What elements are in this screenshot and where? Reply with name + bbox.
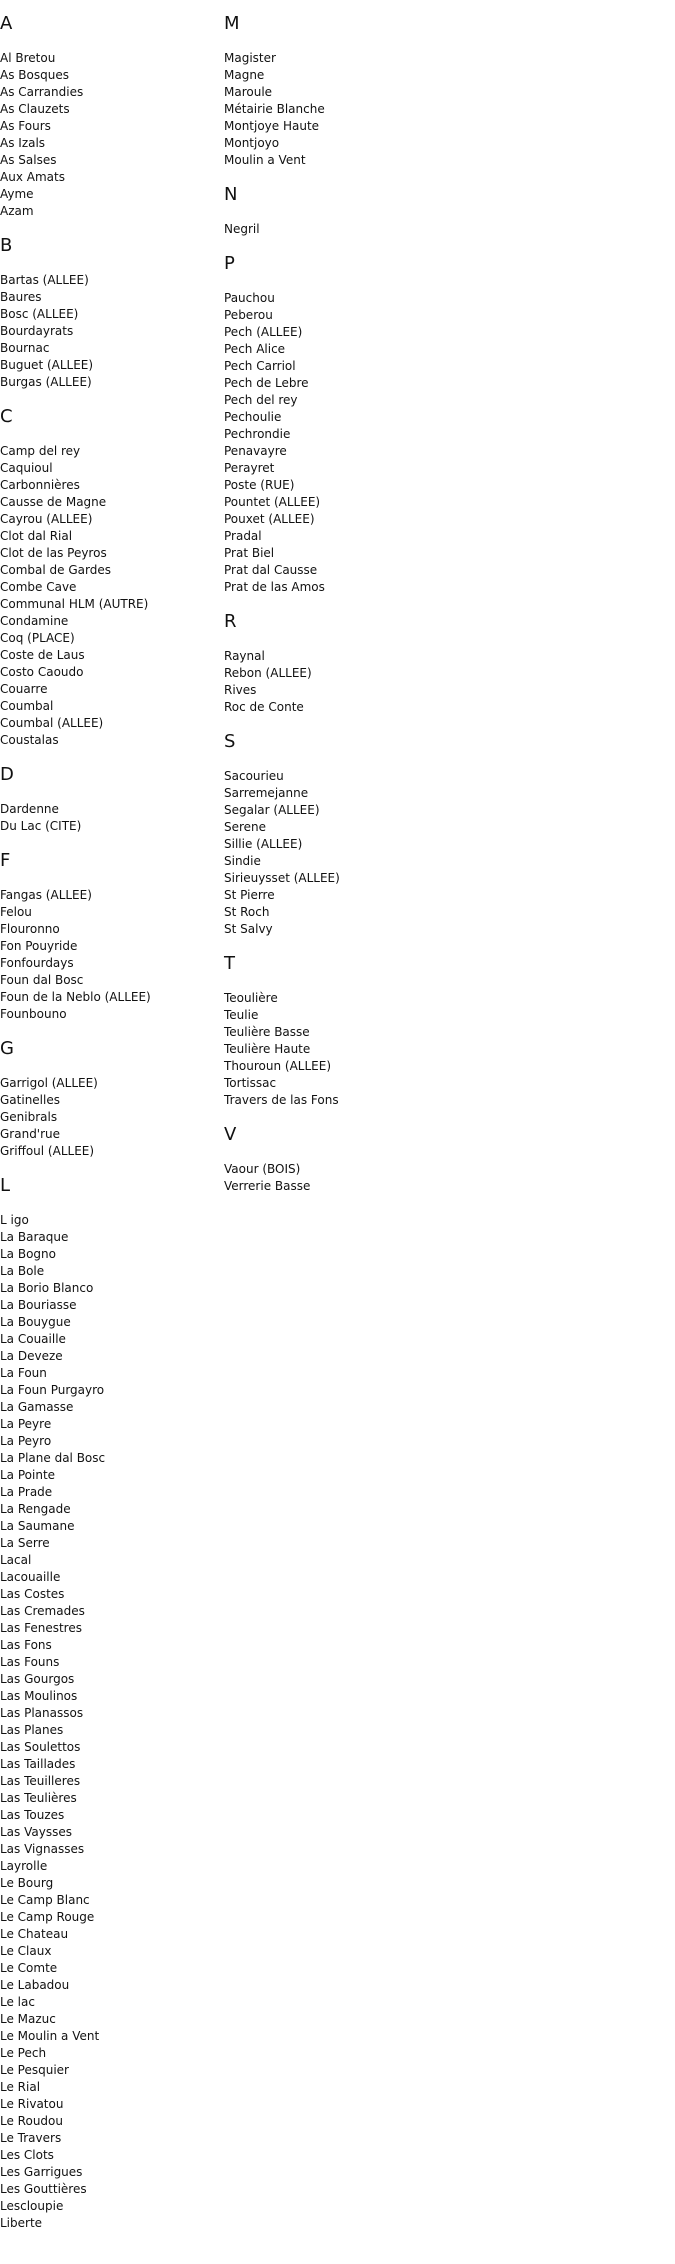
section-letter-heading: N [224,184,238,205]
street-name-item: Serene [224,820,267,834]
street-name-item: La Prade [0,1485,53,1499]
street-name-item: La Bouriasse [0,1298,77,1312]
section-letter-heading: T [224,953,235,974]
street-name-item: Lacouaille [0,1570,61,1584]
section-letter-heading: R [224,611,237,632]
street-name-item: Grand'rue [0,1127,61,1141]
street-name-item: La Bogno [0,1247,56,1261]
street-name-item: Causse de Magne [0,495,107,509]
street-name-item: Azam [0,204,34,218]
street-name-item: As Izals [0,136,46,150]
street-name-item: Carbonnières [0,478,80,492]
street-name-item: Griffoul (ALLEE) [0,1144,95,1158]
street-name-item: Maroule [224,85,273,99]
street-name-item: Bournac [0,341,50,355]
section-letter-heading: G [0,1038,14,1059]
street-name-item: Las Costes [0,1587,65,1601]
street-name-item: Clot dal Rial [0,529,73,543]
street-name-item: La Gamasse [0,1400,74,1414]
street-name-item: St Salvy [224,922,273,936]
street-name-item: La Foun [0,1366,47,1380]
street-name-item: Montjoyo [224,136,280,150]
street-name-item: Rives [224,683,257,697]
street-name-item: Peberou [224,308,273,322]
street-name-item: Clot de las Peyros [0,546,107,560]
street-name-item: Le Labadou [0,1978,70,1992]
street-name-item: Las Moulinos [0,1689,78,1703]
street-name-item: Negril [224,222,260,236]
letter-section-t [224,954,464,1109]
street-name-item: Ayme [0,187,34,201]
street-name-item: Flouronno [0,922,60,936]
street-name-item: Les Gouttières [0,2182,87,2196]
street-name-item: Le lac [0,1995,35,2009]
street-name-item: Montjoye Haute [224,119,320,133]
street-name-item: Thouroun (ALLEE) [224,1059,332,1073]
street-name-item: Al Bretou [0,51,56,65]
street-name-item: Coumbal [0,699,54,713]
street-name-item: Le Bourg [0,1876,54,1890]
street-name-item: La Peyre [0,1417,52,1431]
street-name-list [224,990,464,1109]
street-name-item: Foun de la Neblo (ALLEE) [0,990,151,1004]
street-name-item: La Baraque [0,1230,69,1244]
street-name-item: Combal de Gardes [0,563,111,577]
street-name-item: Le Rivatou [0,2097,64,2111]
street-name-item: La Deveze [0,1349,63,1363]
street-name-item: Magister [224,51,276,65]
section-letter-heading: P [224,253,235,274]
section-letter-heading: S [224,731,236,752]
section-letter-heading: B [0,235,13,256]
street-name-item: La Bole [0,1264,45,1278]
street-name-item: La Saumane [0,1519,75,1533]
section-letter-heading: V [224,1124,237,1145]
street-name-item: Prat de las Amos [224,580,325,594]
street-name-list [224,50,464,169]
street-name-item: Teoulière [224,991,278,1005]
street-name-item: Lacal [0,1553,32,1567]
street-name-item: Las Gourgos [0,1672,75,1686]
street-name-item: La Serre [0,1536,50,1550]
street-name-item: As Carrandies [0,85,84,99]
street-name-item: As Salses [0,153,57,167]
street-name-item: Perayret [224,461,275,475]
letter-section-v [224,1125,464,1195]
street-index-left-column [0,14,220,2248]
street-name-item: Pech Alice [224,342,286,356]
street-name-item: Bartas (ALLEE) [0,273,89,287]
street-name-item: Sillie (ALLEE) [224,837,303,851]
street-name-item: Aux Amats [0,170,65,184]
street-name-item: Couarre [0,682,48,696]
street-name-list [224,768,464,938]
letter-section-n [224,185,464,238]
street-name-list [0,50,220,220]
street-name-item: Fangas (ALLEE) [0,888,92,902]
street-name-item: Pouxet (ALLEE) [224,512,315,526]
street-name-item: Poste (RUE) [224,478,295,492]
street-index-right-column [224,14,464,1211]
street-name-item: Coumbal (ALLEE) [0,716,104,730]
street-name-item: Le Pesquier [0,2063,69,2077]
section-letter-heading: M [224,13,240,34]
street-name-item: Sarremejanne [224,786,309,800]
street-name-list [0,887,220,1023]
street-name-item: L igo [0,1213,29,1227]
street-name-item: Du Lac (CITE) [0,819,82,833]
street-name-list [0,1212,220,2232]
street-name-item: Las Founs [0,1655,60,1669]
street-name-item: Genibrals [0,1110,58,1124]
street-name-item: La Bouygue [0,1315,71,1329]
letter-section-r [224,612,464,716]
street-name-item: Baures [0,290,42,304]
street-name-item: Coste de Laus [0,648,85,662]
street-name-item: Las Touzes [0,1808,65,1822]
street-name-item: Le Rial [0,2080,41,2094]
letter-section-b [0,236,220,391]
street-name-list [224,648,464,716]
street-name-item: Las Vignasses [0,1842,85,1856]
section-letter-heading: C [0,406,13,427]
street-name-item: La Couaille [0,1332,66,1346]
street-name-item: Pechrondie [224,427,291,441]
street-name-list [224,221,464,238]
street-name-item: Liberte [0,2216,43,2230]
street-name-item: Felou [0,905,32,919]
street-name-item: Verrerie Basse [224,1179,311,1193]
street-name-item: Le Claux [0,1944,52,1958]
street-name-item: As Clauzets [0,102,70,116]
street-name-item: Las Cremades [0,1604,85,1618]
street-name-item: Pech (ALLEE) [224,325,303,339]
street-name-item: La Peyro [0,1434,52,1448]
street-name-item: Founbouno [0,1007,67,1021]
street-name-item: Moulin a Vent [224,153,306,167]
street-name-item: Pech del rey [224,393,298,407]
street-name-item: Métairie Blanche [224,102,325,116]
street-name-item: Pech de Lebre [224,376,309,390]
street-name-item: Le Mazuc [0,2012,56,2026]
street-name-item: Sacourieu [224,769,284,783]
street-name-item: Le Pech [0,2046,47,2060]
street-name-item: Rebon (ALLEE) [224,666,312,680]
street-name-item: Pradal [224,529,262,543]
street-name-item: Burgas (ALLEE) [0,375,92,389]
street-name-list [224,1161,464,1195]
street-name-item: Pountet (ALLEE) [224,495,321,509]
street-name-item: Combe Cave [0,580,77,594]
street-name-item: Foun dal Bosc [0,973,84,987]
street-name-list [0,443,220,749]
street-name-item: Cayrou (ALLEE) [0,512,93,526]
street-name-item: Coq (PLACE) [0,631,75,645]
street-name-item: Garrigol (ALLEE) [0,1076,98,1090]
letter-section-g [0,1039,220,1160]
street-name-item: Le Chateau [0,1927,69,1941]
street-name-item: Travers de las Fons [224,1093,339,1107]
street-name-item: Las Fenestres [0,1621,82,1635]
street-name-item: Las Teuilleres [0,1774,81,1788]
street-name-item: Le Camp Blanc [0,1893,90,1907]
letter-section-l [0,1176,220,2232]
street-name-item: Pechoulie [224,410,282,424]
street-name-item: Condamine [0,614,69,628]
street-name-item: La Borio Blanco [0,1281,94,1295]
street-name-item: St Pierre [224,888,275,902]
street-name-item: Bourdayrats [0,324,74,338]
street-name-item: Fon Pouyride [0,939,78,953]
street-name-item: As Bosques [0,68,69,82]
street-name-item: Teulière Haute [224,1042,311,1056]
street-name-item: Le Moulin a Vent [0,2029,100,2043]
street-name-item: Gatinelles [0,1093,60,1107]
letter-section-s [224,732,464,938]
street-name-item: Costo Caoudo [0,665,84,679]
street-name-item: Fonfourdays [0,956,74,970]
street-name-item: Roc de Conte [224,700,304,714]
street-name-item: Las Planes [0,1723,64,1737]
street-name-item: La Foun Purgayro [0,1383,105,1397]
street-name-item: Camp del rey [0,444,81,458]
street-name-item: Pauchou [224,291,275,305]
street-name-item: Las Fons [0,1638,52,1652]
street-name-item: Dardenne [0,802,59,816]
letter-section-d [0,765,220,835]
street-name-item: Lescloupie [0,2199,64,2213]
street-name-item: As Fours [0,119,51,133]
street-name-item: Teulie [224,1008,259,1022]
street-name-item: St Roch [224,905,270,919]
street-name-item: Bosc (ALLEE) [0,307,79,321]
street-name-item: Coustalas [0,733,59,747]
street-name-item: Les Clots [0,2148,54,2162]
street-name-item: Prat dal Causse [224,563,318,577]
letter-section-f [0,851,220,1023]
street-name-item: Las Soulettos [0,1740,81,1754]
street-name-item: Las Teulières [0,1791,77,1805]
street-name-list [0,1075,220,1160]
street-name-item: La Pointe [0,1468,56,1482]
letter-section-p [224,254,464,596]
street-name-item: Caquioul [0,461,53,475]
street-name-list [224,290,464,596]
section-letter-heading: A [0,13,13,34]
street-name-item: Buguet (ALLEE) [0,358,94,372]
street-name-list [0,801,220,835]
street-name-item: Sirieuysset (ALLEE) [224,871,340,885]
street-name-item: Vaour (BOIS) [224,1162,301,1176]
street-name-item: Le Travers [0,2131,62,2145]
street-name-item: La Rengade [0,1502,71,1516]
street-name-item: Las Planassos [0,1706,84,1720]
street-name-item: Segalar (ALLEE) [224,803,320,817]
street-name-item: Las Vaysses [0,1825,72,1839]
street-name-item: Prat Biel [224,546,275,560]
letter-section-c [0,407,220,749]
letter-section-a [0,14,220,220]
street-name-item: Tortissac [224,1076,277,1090]
street-name-item: La Plane dal Bosc [0,1451,106,1465]
street-name-item: Sindie [224,854,261,868]
section-letter-heading: L [0,1175,11,1196]
street-name-item: Le Camp Rouge [0,1910,95,1924]
letter-section-m [224,14,464,169]
street-name-item: Raynal [224,649,265,663]
street-name-list [0,272,220,391]
street-name-item: Le Comte [0,1961,58,1975]
street-name-item: Pech Carriol [224,359,296,373]
street-name-item: Magne [224,68,265,82]
street-name-item: Communal HLM (AUTRE) [0,597,149,611]
street-name-item: Les Garrigues [0,2165,83,2179]
street-name-item: Teulière Basse [224,1025,310,1039]
section-letter-heading: D [0,764,14,785]
street-name-item: Le Roudou [0,2114,63,2128]
section-letter-heading: F [0,850,11,871]
street-name-item: Layrolle [0,1859,48,1873]
street-name-item: Las Taillades [0,1757,76,1771]
street-name-item: Penavayre [224,444,287,458]
